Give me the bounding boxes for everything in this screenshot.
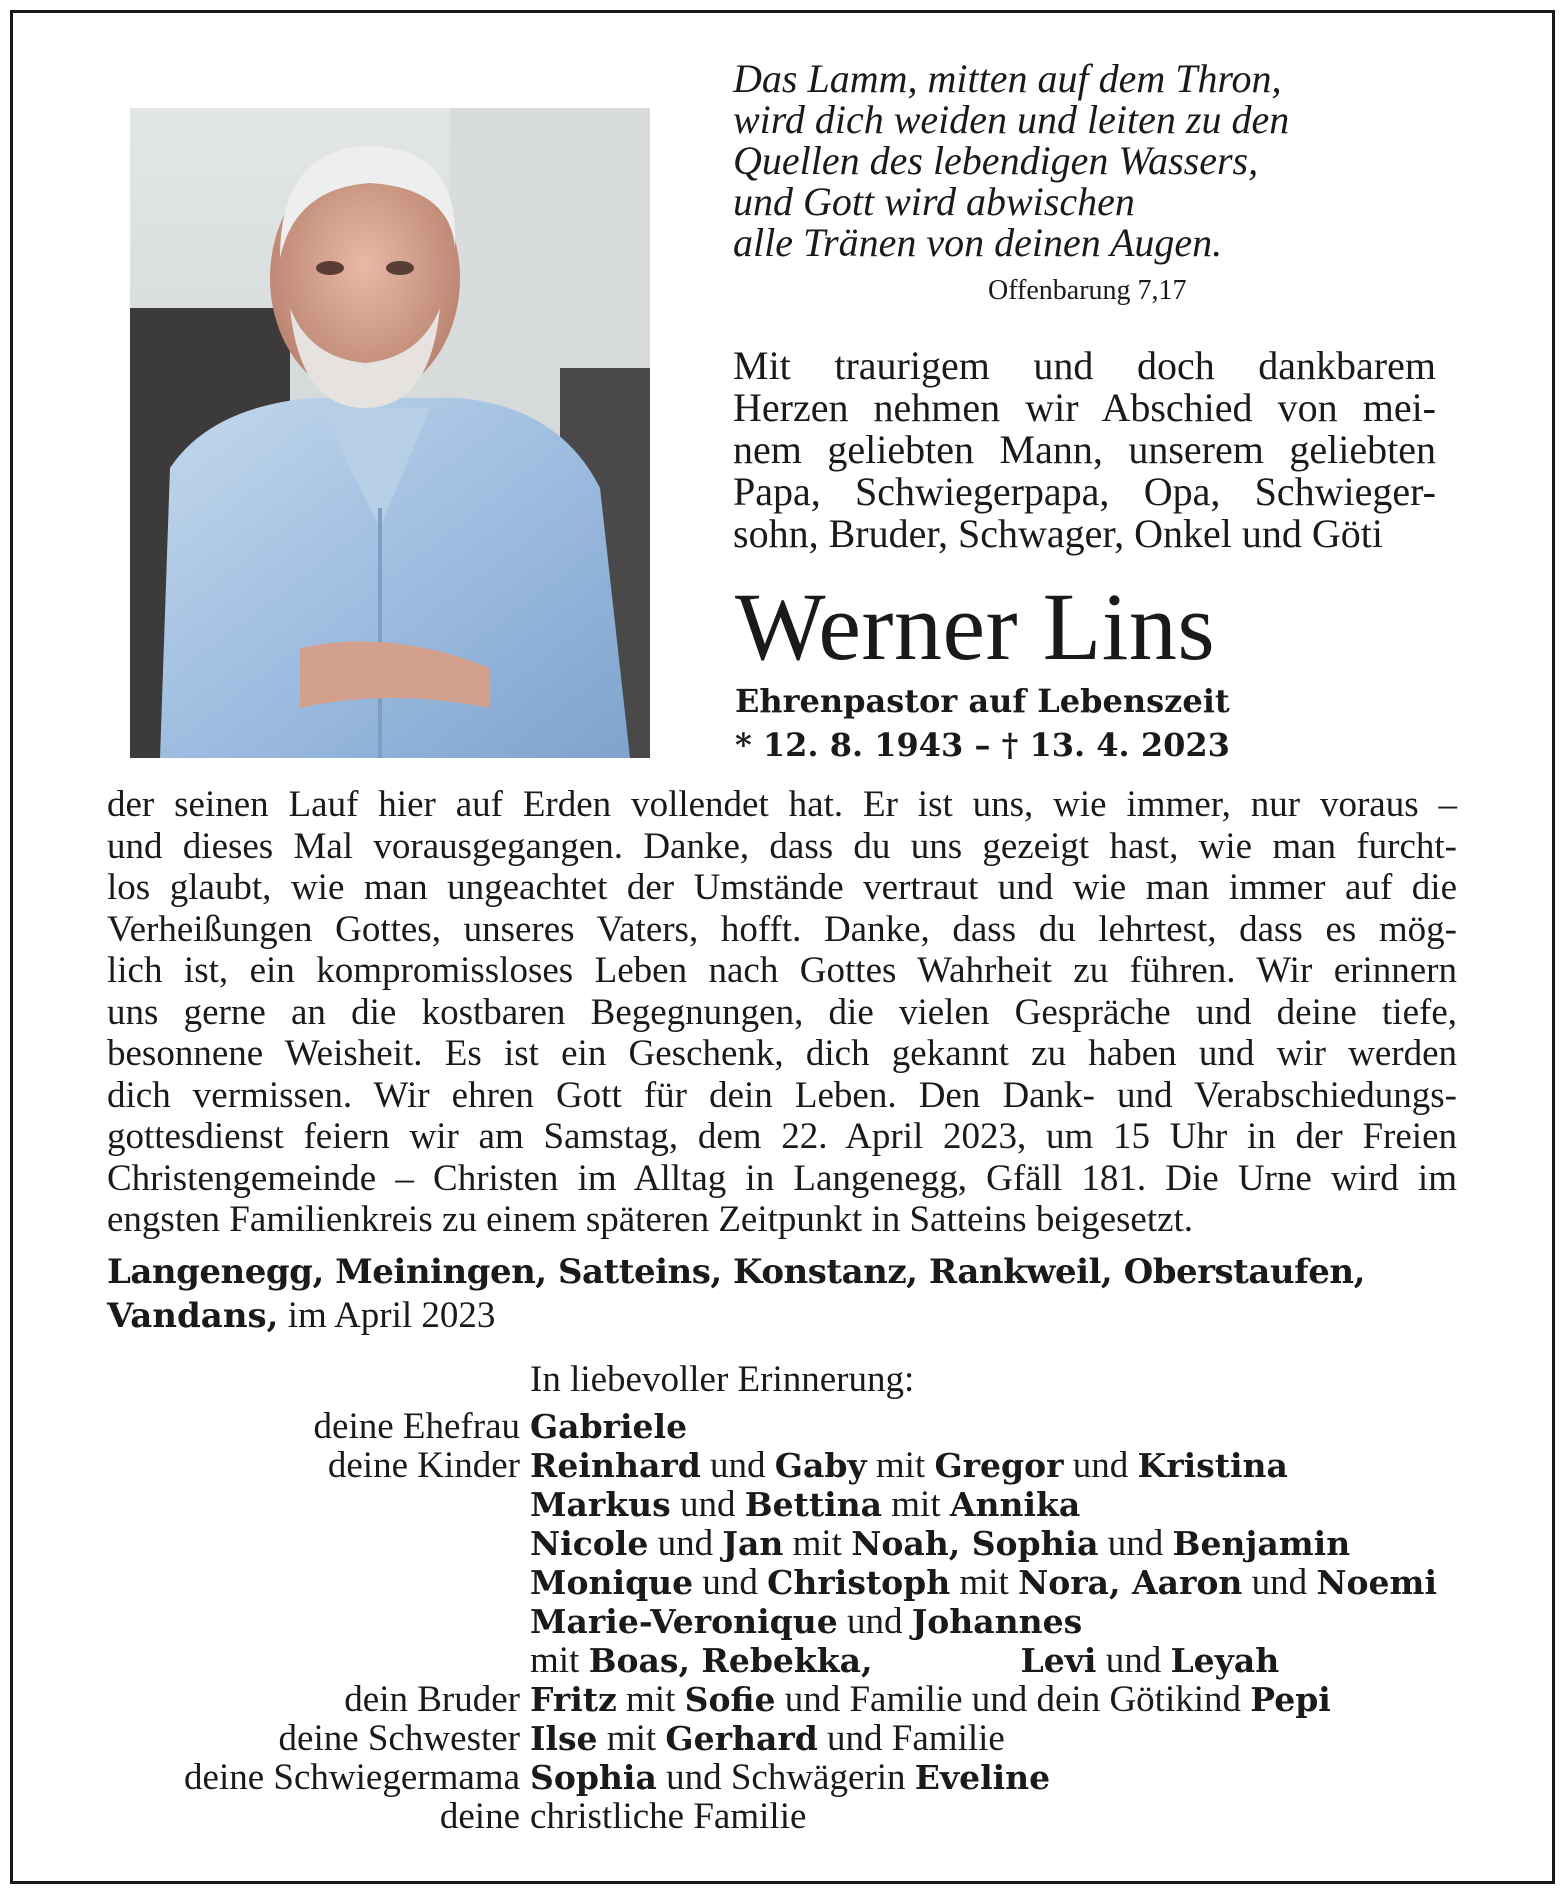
body-line: lich ist, ein kompromissloses Leben nach Gottes Wahrheit zu führen. Wir erinnern	[107, 950, 1457, 991]
intro-line: nem geliebten Mann, unserem geliebten	[733, 427, 1436, 472]
family-row-sister	[0, 1717, 1567, 1761]
connector: und Familie	[817, 1718, 1005, 1759]
connector: mit	[530, 1640, 589, 1681]
member-names	[530, 1756, 1050, 1799]
body-line: engsten Familienkreis zu einem späteren Zeitpunkt in Satteins beigesetzt.	[107, 1199, 1194, 1240]
connector: und	[837, 1601, 912, 1642]
connector: mit	[882, 1484, 950, 1525]
body-line: besonnene Weisheit. Es ist ein Geschenk, dich gekannt zu haben und wir werden	[107, 1033, 1457, 1074]
member-name: Gaby	[774, 1446, 867, 1485]
connector: mit	[597, 1718, 666, 1759]
member-name: Gerhard	[665, 1719, 818, 1758]
places-line: Langenegg, Meiningen, Satteins, Konstanz, Rankweil, Oberstaufen,	[107, 1252, 1365, 1292]
member-name: Gabriele	[530, 1407, 688, 1446]
connector: und	[693, 1562, 768, 1603]
connector: mit	[783, 1523, 852, 1564]
member-name: Boas, Rebekka,	[588, 1641, 873, 1680]
memorial-heading: In liebevoller Erinnerung:	[530, 1359, 915, 1400]
connector: mit	[950, 1562, 1019, 1603]
connector: und Schwägerin	[656, 1757, 915, 1798]
body-line: Verheißungen Gottes, unseres Vaters, hofft. Danke, dass du lehrtest, dass es mög-	[107, 908, 1457, 950]
family-row-kids-2	[0, 1483, 1567, 1527]
places-and-date	[107, 1250, 1457, 1338]
verse-line: Quellen des lebendigen Wassers,	[733, 138, 1259, 183]
connector: und	[700, 1445, 775, 1486]
body-line: dich vermissen. Wir ehren Gott für dein Leben. Den Dank- und Verabschiedungs-	[107, 1074, 1457, 1116]
member-name: Eveline	[914, 1758, 1051, 1797]
member-name: Pepi	[1250, 1680, 1331, 1719]
deceased-role: Ehrenpastor auf Lebenszeit	[735, 682, 1230, 720]
family-row-kids-5	[0, 1600, 1567, 1644]
member-name: Annika	[949, 1485, 1081, 1524]
body-line: los glaubt, wie man ungeachtet der Umstände vertraut und wie man immer auf die	[107, 867, 1457, 908]
date-text: im April 2023	[278, 1295, 496, 1336]
member-names: christliche Familie	[530, 1796, 807, 1837]
relation-label: deine Schwester	[278, 1718, 520, 1759]
verse-line: wird dich weiden und leiten zu den	[733, 97, 1290, 142]
verse-line: Das Lamm, mitten auf dem Thron,	[733, 56, 1282, 101]
member-name: Christoph	[767, 1563, 951, 1602]
member-name: Benjamin	[1172, 1524, 1351, 1563]
member-name: Bettina	[744, 1485, 883, 1524]
deceased-name: Werner Lins	[735, 573, 1216, 680]
member-name: Noemi	[1316, 1563, 1437, 1602]
relation-label: deine Schwiegermama	[184, 1757, 520, 1798]
member-name: Levi	[1020, 1641, 1097, 1680]
body-line: und dieses Mal vorausgegangen. Danke, dass du uns gezeigt hast, wie man furcht-	[107, 825, 1457, 867]
member-name: Monique	[530, 1563, 694, 1602]
verse-source: Offenbarung 7,17	[988, 275, 1187, 306]
member-name: Gregor	[934, 1446, 1064, 1485]
member-name: Kristina	[1137, 1446, 1288, 1485]
bible-verse	[733, 58, 1373, 263]
member-names	[530, 1600, 1082, 1643]
family-row-mother-in-law	[0, 1756, 1567, 1800]
family-row-kids	[0, 1444, 1567, 1488]
member-name: Sophia	[530, 1758, 657, 1797]
connector: mit	[616, 1679, 685, 1720]
connector: und Familie und dein Götikind	[775, 1679, 1251, 1720]
relation-label: deine Ehefrau	[313, 1406, 520, 1447]
family-row-kids-6	[0, 1639, 1567, 1683]
connector: und	[1098, 1523, 1173, 1564]
intro-text	[733, 345, 1436, 555]
member-name: Nora, Aaron	[1018, 1563, 1243, 1602]
connector: und	[1096, 1640, 1171, 1681]
body-line: Christengemeinde – Christen im Alltag in Langenegg, Gfäll 181. Die Urne wird im	[107, 1157, 1457, 1199]
family-row-brother	[0, 1678, 1567, 1722]
relation-label: dein Bruder	[344, 1679, 520, 1720]
verse-line: und Gott wird abwischen	[733, 179, 1135, 224]
verse-line: alle Tränen von deinen Augen.	[733, 220, 1223, 265]
member-name: Markus	[530, 1485, 671, 1524]
places-line-2	[107, 1294, 1457, 1338]
intro-line: Herzen nehmen wir Abschied von mei-	[733, 385, 1436, 430]
member-name: Ilse	[530, 1719, 598, 1758]
connector: und	[648, 1523, 723, 1564]
intro-line: Mit traurigem und doch dankbarem	[733, 343, 1436, 388]
connector: mit	[866, 1445, 935, 1486]
member-name: Nicole	[530, 1524, 649, 1563]
connector: und	[1242, 1562, 1317, 1603]
connector: und	[1063, 1445, 1138, 1486]
intro-line: sohn, Bruder, Schwager, Onkel und Göti	[733, 511, 1384, 556]
family-row-kids-3	[0, 1522, 1567, 1566]
member-names	[530, 1678, 1331, 1721]
member-name: Jan	[722, 1524, 784, 1563]
member-name: Noah, Sophia	[851, 1524, 1099, 1563]
member-names	[530, 1717, 1005, 1760]
member-name: Leyah	[1170, 1641, 1280, 1680]
body-line: uns gerne an die kostbaren Begegnungen, die vielen Gespräche und deine tiefe,	[107, 991, 1457, 1033]
portrait-photo	[130, 108, 650, 758]
obituary-body	[107, 784, 1457, 1241]
family-row-church	[0, 1795, 1567, 1839]
life-dates: * 12. 8. 1943 – † 13. 4. 2023	[735, 726, 1230, 764]
member-name: Johannes	[911, 1602, 1083, 1641]
member-name: Reinhard	[530, 1446, 701, 1485]
member-name: Fritz	[530, 1680, 617, 1719]
member-names	[530, 1522, 1350, 1565]
family-row-kids-4	[0, 1561, 1567, 1605]
member-names	[530, 1639, 1279, 1682]
member-names	[530, 1483, 1080, 1526]
member-names	[530, 1561, 1437, 1604]
body-line: der seinen Lauf hier auf Erden vollendet hat. Er ist uns, wie immer, nur voraus –	[107, 784, 1457, 825]
relation-label: deine Kinder	[327, 1445, 520, 1486]
member-names	[530, 1444, 1288, 1487]
connector: und	[670, 1484, 745, 1525]
member-name: Marie-Veronique	[530, 1602, 838, 1641]
family-row-wife	[0, 1405, 1567, 1449]
place-name: Vandans,	[107, 1296, 279, 1336]
member-name: Sofie	[684, 1680, 776, 1719]
intro-line: Papa, Schwiegerpapa, Opa, Schwieger-	[733, 469, 1436, 514]
body-line: gottesdienst feiern wir am Samstag, dem 22. April 2023, um 15 Uhr in der Freien	[107, 1116, 1457, 1157]
member-names	[530, 1405, 687, 1448]
relation-label: deine	[439, 1796, 520, 1837]
